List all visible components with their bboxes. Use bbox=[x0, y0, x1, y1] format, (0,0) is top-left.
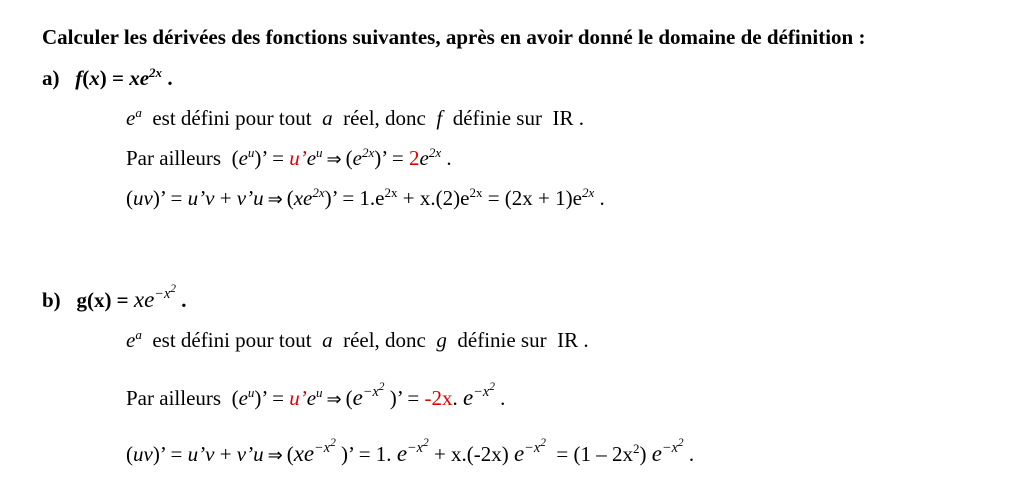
part-a-domain-line: $e^a$ est défini pour tout a réel, donc f définie sur IR . bbox=[126, 104, 584, 130]
part-b-domain-line: $e^a$ est défini pour tout a réel, donc g définie sur IR . bbox=[126, 326, 589, 352]
part-b-heading bbox=[42, 283, 187, 312]
implies-arrow-icon: ⇒ bbox=[267, 189, 283, 210]
part-b-function: $g(x) = xe^{-x^2}$ . bbox=[76, 283, 187, 312]
implies-arrow-icon: ⇒ bbox=[326, 389, 342, 410]
implies-arrow-icon: ⇒ bbox=[267, 445, 283, 466]
part-a-heading bbox=[42, 64, 173, 90]
part-a-function: $f(x) = xe^{2x}$ . bbox=[75, 64, 173, 90]
real-set-symbol: IR bbox=[557, 328, 579, 352]
part-b-product-rule: (uv)’ = u’v + v’u ⇒ ($xe^{-x^2}$ )’ = 1. $e^{-x^2} + x.(-2x) e^{-x^2} = (1 - 2x^2)$ $e^{-x^2}$ . bbox=[126, 437, 695, 466]
part-b-label: b) bbox=[42, 288, 61, 312]
exercise-title: Calculer les dérivées des fonctions suivantes, après en avoir donné le domaine de définition : bbox=[42, 25, 866, 49]
part-a-label: a) bbox=[42, 66, 60, 90]
part-a-product-rule: (uv)’ = u’v + v’u ⇒ $(xe^{2x})$’ = $1.e^{2x} + x.(2)e^{2x} = (2x + 1)e^{2x}$ . bbox=[126, 184, 605, 210]
part-a-chain-rule: Par ailleurs $(e^u)$’ = $u’e^u$ ⇒ $(e^{2x})$’ = $2e^{2x}$ . bbox=[126, 144, 452, 170]
part-b-chain-rule: Par ailleurs $(e^u)$’ = $u’e^u$ ⇒ ($e^{-x^2}$ )’ = -2x. $e^{-x^2}$ . bbox=[126, 381, 506, 410]
real-set-symbol: IR bbox=[552, 106, 574, 130]
implies-arrow-icon: ⇒ bbox=[326, 149, 342, 170]
